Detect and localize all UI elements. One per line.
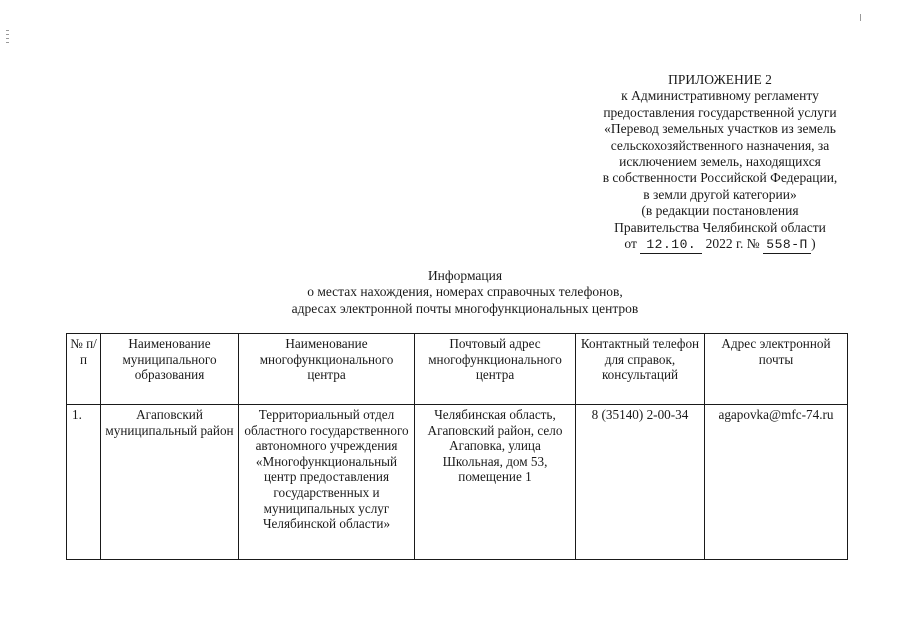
appendix-line: «Перевод земельных участков из земель [604, 121, 836, 137]
appendix-date-line [560, 236, 880, 254]
cell-municipality: Агаповский муниципальный район [101, 405, 239, 560]
info-subtitle-line: о местах нахождения, номерах справочных телефонов, [307, 284, 623, 300]
appendix-line: предоставления государственной услуги [603, 104, 837, 120]
handwritten-number: 558-П [763, 237, 811, 254]
mfc-table [66, 333, 848, 560]
header-number: № п/п [67, 334, 101, 405]
date-suffix: 2022 г. № [705, 236, 760, 252]
scan-corner-mark [860, 14, 861, 21]
appendix-line: сельскохозяйственного назначения, за [610, 137, 830, 153]
handwritten-date: 12.10. [640, 237, 702, 254]
info-title: Информация [427, 268, 503, 283]
date-prefix: от [624, 236, 637, 252]
scan-margin-marks [6, 30, 10, 52]
appendix-line: к Административному регламенту [621, 88, 819, 104]
info-subtitle-line: адресах электронной почты многофункциональных центров [291, 300, 639, 316]
header-municipality: Наименование муниципального образования [101, 334, 239, 405]
appendix-title: ПРИЛОЖЕНИЕ 2 [668, 72, 772, 87]
appendix-line: в земли другой категории» [643, 186, 797, 202]
cell-email: agapovka@mfc-74.ru [705, 405, 848, 560]
appendix-line: (в редакции постановления [641, 203, 799, 219]
header-center-name: Наименование многофункционального центра [239, 334, 415, 405]
cell-postal-address: Челябинская область, Агаповский район, село Агаповка, улица Школьная, дом 53, помещение 1 [415, 405, 576, 560]
header-phone: Контактный телефон для справок, консультаций [576, 334, 705, 405]
appendix-header [560, 72, 880, 254]
cell-phone: 8 (35140) 2-00-34 [576, 405, 705, 560]
cell-number: 1. [67, 405, 101, 560]
header-email: Адрес электронной почты [705, 334, 848, 405]
closing-paren: ) [811, 236, 816, 252]
cell-center-name: Территориальный отдел областного государственного автономного учреждения «Многофункциональный центр предоставления государственных и муниципальных услуг Челябинской области» [239, 405, 415, 560]
table-header-row [67, 334, 848, 405]
appendix-line: в собственности Российской Федерации, [602, 170, 838, 186]
table-row [67, 405, 848, 560]
info-heading [200, 268, 730, 317]
appendix-line: Правительства Челябинской области [614, 219, 826, 235]
header-postal-address: Почтовый адрес многофункционального центра [415, 334, 576, 405]
appendix-line: исключением земель, находящихся [619, 154, 821, 170]
